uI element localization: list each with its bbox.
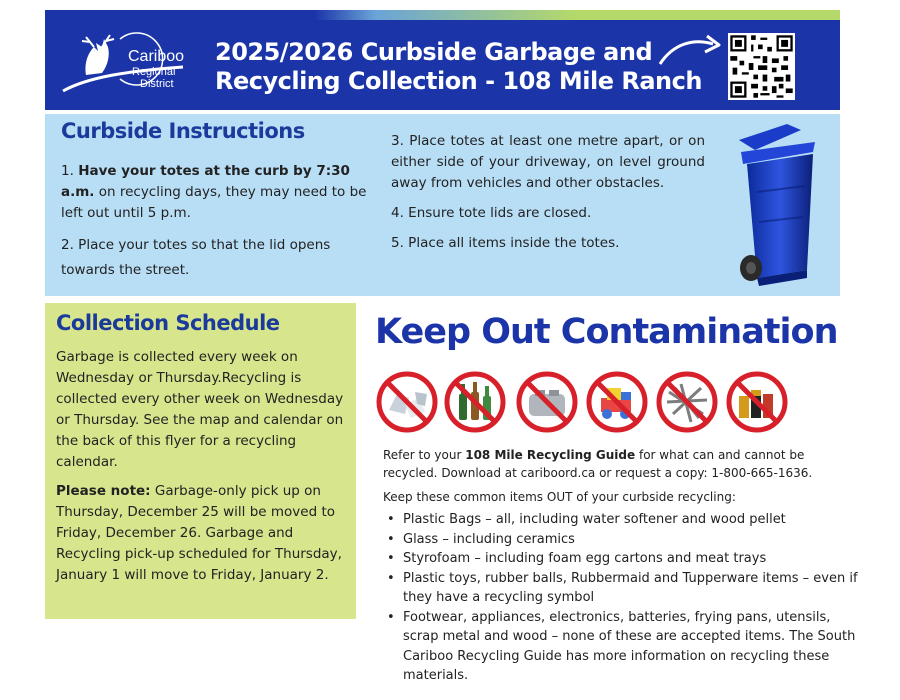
collection-schedule-panel xyxy=(45,303,356,619)
no-scrap-metal-icon xyxy=(655,370,719,434)
brand-logo[interactable] xyxy=(63,34,193,96)
page-title xyxy=(215,38,705,96)
list-item: • Plastic toys, rubber balls, Rubbermaid and Tupperware items – even if they have a recycling symbol xyxy=(383,569,863,608)
excluded-items-list xyxy=(383,510,863,686)
recycling-tote-icon xyxy=(727,122,827,290)
no-toys-icon xyxy=(585,370,649,434)
schedule-note xyxy=(56,481,348,586)
brand-name-line2: Regional xyxy=(132,66,176,78)
top-color-stripe xyxy=(45,10,840,20)
list-item: • Footwear, appliances, electronics, batteries, frying pans, utensils, scrap metal and wood – none of these are accepted items. The South Cariboo Recycling Guide has more information on recycling these materials. xyxy=(383,608,863,686)
schedule-note-text: Garbage-only pick up on Thursday, December 25 will be moved to Friday, December 26. Garbage and Recycling pick-up scheduled for Thursday, January 1 will move to Friday, January 2. xyxy=(56,483,342,583)
qr-code-icon[interactable] xyxy=(728,33,795,100)
page-title-line1: 2025/2026 Curbside Garbage and xyxy=(215,38,653,66)
curbside-instructions-heading: Curbside Instructions xyxy=(61,119,305,143)
contamination-heading: Keep Out Contamination xyxy=(375,312,838,352)
instruction-item-4: 4. Ensure tote lids are closed. xyxy=(391,205,592,221)
instruction-item-1-bold: Have your totes at the curb by 7:30 a.m. xyxy=(61,163,350,200)
instruction-item-1 xyxy=(61,161,381,224)
instruction-item-2: 2. Place your totes so that the lid opens towards the street. xyxy=(61,237,331,278)
collection-schedule-body xyxy=(56,347,348,594)
recycling-guide-reference xyxy=(383,446,853,482)
brand-name-line3: District xyxy=(140,78,174,90)
instruction-item-5: 5. Place all items inside the totes. xyxy=(391,235,620,251)
instruction-item-1-number: 1. xyxy=(61,163,74,179)
brand-name xyxy=(128,48,184,90)
instruction-item-3: 3. Place totes at least one metre apart, or on either side of your driveway, on level ground away from vehicles and other obstacles. xyxy=(391,133,705,191)
schedule-note-label: Please note: xyxy=(56,483,151,499)
collection-schedule-heading: Collection Schedule xyxy=(56,311,280,335)
refer-text-end: for what can and cannot be recycled. Download at cariboord.ca or request a copy: 1-800-665-1636. xyxy=(383,448,813,480)
schedule-paragraph: Garbage is collected every week on Wednesday or Thursday.Recycling is collected every other week on Wednesday or Thursday. See the map and calendar on the back of this flyer for a recycling calendar. xyxy=(56,349,344,470)
keep-out-intro: Keep these common items OUT of your curbside recycling: xyxy=(383,490,736,504)
list-item: • Styrofoam – including foam egg cartons and meat trays xyxy=(383,549,863,569)
recycling-guide-link[interactable]: 108 Mile Recycling Guide xyxy=(465,448,636,462)
instructions-left-column xyxy=(61,161,381,292)
no-appliances-icon xyxy=(515,370,579,434)
list-item: • Glass – including ceramics xyxy=(383,530,863,550)
no-batteries-icon xyxy=(725,370,789,434)
no-plastic-bags-icon xyxy=(375,370,439,434)
instruction-item-1-text: on recycling days, they may need to be left out until 5 p.m. xyxy=(61,184,367,221)
page-title-line2: Recycling Collection - 108 Mile Ranch xyxy=(215,67,702,95)
brand-name-line1: Cariboo xyxy=(128,48,185,65)
instructions-right-column xyxy=(391,131,705,263)
curbside-instructions-panel xyxy=(45,114,840,296)
header-banner xyxy=(45,20,840,110)
refer-text-start: Refer to your xyxy=(383,448,462,462)
no-glass-icon xyxy=(443,370,507,434)
list-item: • Plastic Bags – all, including water softener and wood pellet xyxy=(383,510,863,530)
curved-arrow-icon xyxy=(655,32,725,72)
